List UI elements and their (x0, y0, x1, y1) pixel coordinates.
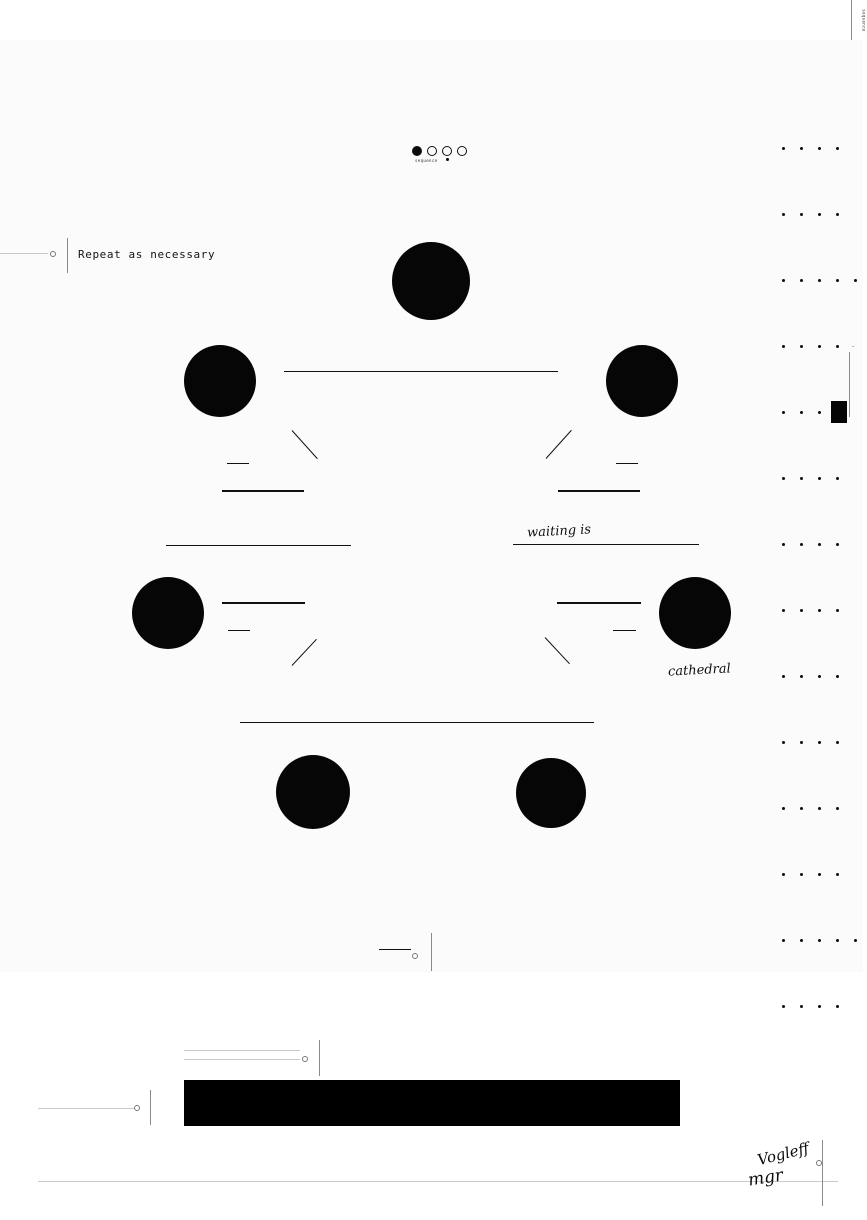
grid-dot (836, 147, 839, 150)
grid-dot (818, 873, 821, 876)
grid-dot (818, 675, 821, 678)
grid-dot (800, 147, 803, 150)
grid-dot (800, 543, 803, 546)
grid-dot (782, 939, 785, 942)
grid-dot (782, 213, 785, 216)
grid-dot (782, 609, 785, 612)
grid-dot (782, 873, 785, 876)
grid-dot (800, 279, 803, 282)
grid-dot (800, 1005, 803, 1008)
grid-dot (800, 411, 803, 414)
grid-dot (800, 741, 803, 744)
signature-line-1: Vogleff (755, 1138, 811, 1170)
grid-dot (782, 1005, 785, 1008)
grid-dot (800, 609, 803, 612)
grid-dot (836, 345, 839, 348)
grid-dot (836, 675, 839, 678)
grid-dot (836, 213, 839, 216)
grid-dot (836, 543, 839, 546)
grid-dot (818, 411, 821, 414)
grid-dot (800, 873, 803, 876)
hand-note-cathedral: cathedral (667, 661, 732, 680)
grid-dot (800, 345, 803, 348)
grid-dot (836, 807, 839, 810)
grid-dot (800, 213, 803, 216)
grid-dot (800, 807, 803, 810)
grid-dot (782, 807, 785, 810)
grid-dot (836, 279, 839, 282)
grid-dot (818, 1005, 821, 1008)
grid-dot (836, 477, 839, 480)
grid-dot (800, 477, 803, 480)
grid-dot (818, 741, 821, 744)
grid-dot (818, 807, 821, 810)
grid-dot (836, 741, 839, 744)
grid-dot (800, 939, 803, 942)
grid-dot (818, 939, 821, 942)
grid-dot (800, 675, 803, 678)
grid-dot (782, 147, 785, 150)
grid-dot (782, 543, 785, 546)
grid-dot (818, 147, 821, 150)
grid-dot (818, 279, 821, 282)
grid-dot (818, 543, 821, 546)
grid-dot (782, 345, 785, 348)
grid-dot (782, 411, 785, 414)
grid-dot (818, 477, 821, 480)
repeat-label: Repeat as necessary (78, 248, 216, 261)
grid-dot (818, 609, 821, 612)
hand-note-waiting: waiting is (526, 522, 592, 541)
grid-dot (836, 939, 839, 942)
scroll-marker-label: — (852, 344, 855, 349)
grid-dot (818, 345, 821, 348)
grid-dot (818, 213, 821, 216)
top-edge-micro-text: sequence (861, 9, 867, 32)
scroll-marker[interactable] (831, 401, 847, 423)
pager-caption: sequence (415, 158, 438, 163)
grid-dot (782, 741, 785, 744)
grid-dot (836, 1005, 839, 1008)
grid-dot (836, 873, 839, 876)
grid-dot (836, 609, 839, 612)
grid-dot (782, 279, 785, 282)
signature-line-2: mgr (746, 1165, 785, 1191)
scroll-track[interactable] (849, 352, 850, 417)
grid-dot (854, 939, 857, 942)
grid-dot (782, 477, 785, 480)
grid-dot (854, 279, 857, 282)
grid-dot (782, 675, 785, 678)
